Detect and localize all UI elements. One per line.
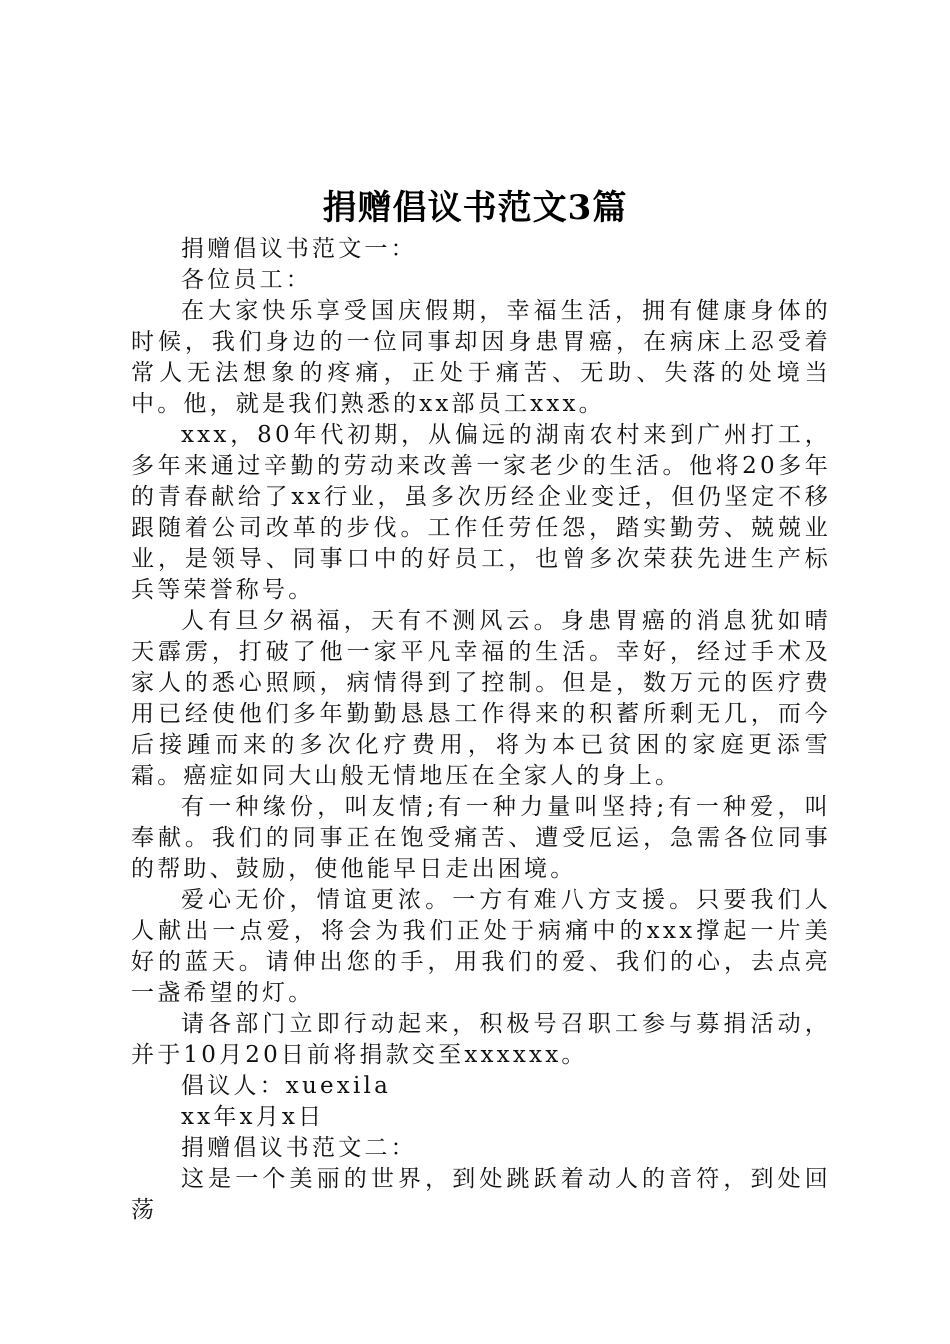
paragraph: 爱心无价，情谊更浓。一方有难八方支援。只要我们人人献出一点爱，将会为我们正处于病痛中的xxx撑起一片美好的蓝天。请伸出您的手，用我们的爱、我们的心，去点亮一盏希望的灯。 (131, 887, 831, 1006)
paragraph: 在大家快乐享受国庆假期，幸福生活，拥有健康身体的时候，我们身边的一位同事却因身患胃癌，在病床上忍受着常人无法想象的疼痛，正处于痛苦、无助、失落的处境当中。他，就是我们熟悉的xx部员工xxx。 (131, 298, 831, 417)
section-heading-1: 捐赠倡议书范文一： (181, 236, 417, 262)
paragraph: 请各部门立即行动起来，积极号召职工参与募捐活动，并于10月20日前将捐款交至xxxxxx。 (131, 1011, 831, 1068)
signature-line: 倡议人：xuexila (181, 1073, 391, 1099)
paragraph: xxx，80年代初期，从偏远的湖南农村来到广州打工，多年来通过辛勤的劳动来改善一家老少的生活。他将20多年的青春献给了xx行业，虽多次历经企业变迁，但仍坚定不移跟随着公司改革的步伐。工作任劳任怨，踏实勤劳、兢兢业业，是领导、同事口中的好员工，也曾多次荣获先进生产标兵等荣誉称号。 (131, 422, 831, 603)
date-line: xx年x月x日 (181, 1104, 325, 1130)
section-heading-2: 捐赠倡议书范文二： (181, 1135, 417, 1161)
document-body (131, 234, 831, 1226)
document-title: 捐赠倡议书范文3篇 (322, 188, 628, 228)
paragraph: 这是一个美丽的世界，到处跳跃着动人的音符，到处回荡 (131, 1166, 831, 1223)
paragraph: 人有旦夕祸福，天有不测风云。身患胃癌的消息犹如晴天霹雳，打破了他一家平凡幸福的生活。幸好，经过手术及家人的悉心照顾，病情得到了控制。但是，数万元的医疗费用已经使他们多年勤勤恳恳工作得来的积蓄所剩无几，而今后接踵而来的多次化疗费用，将为本已贫困的家庭更添雪霜。癌症如同大山般无情地压在全家人的身上。 (131, 608, 831, 789)
salutation: 各位员工： (181, 267, 312, 293)
paragraph: 有一种缘份，叫友情;有一种力量叫坚持;有一种爱，叫奉献。我们的同事正在饱受痛苦、遭受厄运，急需各位同事的帮助、鼓励，使他能早日走出困境。 (131, 794, 831, 882)
